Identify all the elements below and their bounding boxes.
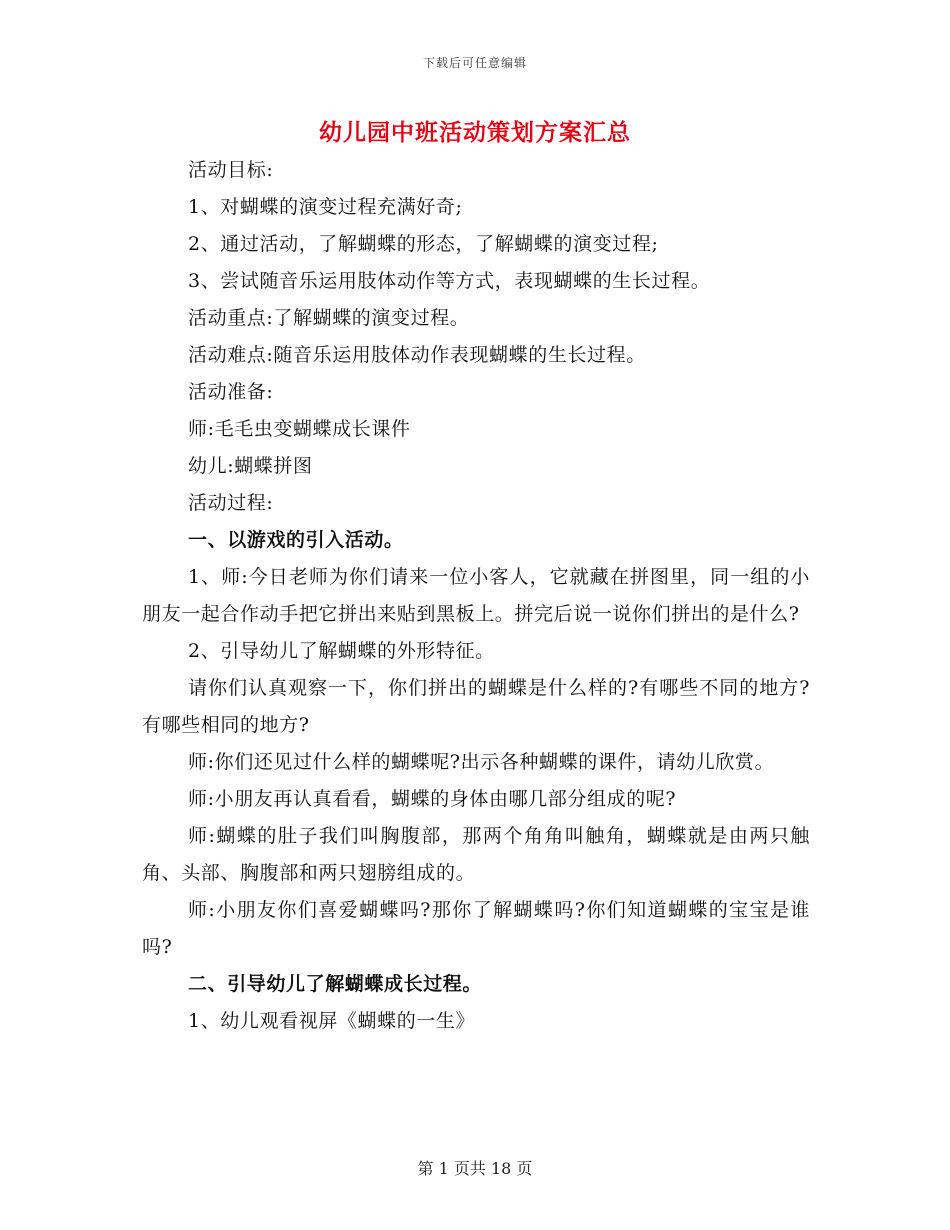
paragraph-teacher-q3: 师:小朋友你们喜爱蝴蝶吗?那你了解蝴蝶吗?你们知道蝴蝶的宝宝是谁吗? <box>142 899 810 958</box>
paragraph-child-materials: 幼儿:蝴蝶拼图 <box>188 455 313 477</box>
paragraph-activity-goals: 活动目标: <box>188 159 274 181</box>
paragraph-teacher-q2: 师:小朋友再认真看看，蝴蝶的身体由哪几部分组成的呢? <box>188 788 677 810</box>
document-title: 幼儿园中班活动策划方案汇总 <box>319 119 631 146</box>
paragraph-step-1: 1、师:今日老师为你们请来一位小客人，它就藏在拼图里，同一组的小朋友一起合作动手把它拼出来贴到黑板上。拼完后说一说你们拼出的是什么? <box>142 566 810 625</box>
paragraph-teacher-q1: 师:你们还见过什么样的蝴蝶呢?出示各种蝴蝶的课件，请幼儿欣赏。 <box>188 751 775 773</box>
paragraph-observe: 请你们认真观察一下，你们拼出的蝴蝶是什么样的?有哪些不同的地方?有哪些相同的地方? <box>142 677 810 736</box>
paragraph-video: 1、幼儿观看视屏《蝴蝶的一生》 <box>188 1010 476 1032</box>
section-heading-2: 二、引导幼儿了解蝴蝶成长过程。 <box>188 973 483 995</box>
document-body <box>142 152 810 1040</box>
paragraph-process: 活动过程: <box>188 492 274 514</box>
section-heading-1: 一、以游戏的引入活动。 <box>188 529 404 551</box>
paragraph-teacher-explain: 师:蝴蝶的肚子我们叫胸腹部，那两个角角叫触角，蝴蝶就是由两只触角、头部、胸腹部和两只翅膀组成的。 <box>142 825 810 884</box>
paragraph-teacher-materials: 师:毛毛虫变蝴蝶成长课件 <box>188 418 411 440</box>
page-number: 第 1 页共 18 页 <box>417 1159 533 1178</box>
paragraph-goal-1: 1、对蝴蝶的演变过程充满好奇; <box>188 196 463 218</box>
header-note: 下载后可任意编辑 <box>422 56 527 70</box>
paragraph-key-point: 活动重点:了解蝴蝶的演变过程。 <box>188 307 470 329</box>
paragraph-step-2: 2、引导幼儿了解蝴蝶的外形特征。 <box>188 640 495 662</box>
paragraph-preparation: 活动准备: <box>188 381 274 403</box>
paragraph-goal-3: 3、尝试随音乐运用肢体动作等方式，表现蝴蝶的生长过程。 <box>188 270 711 292</box>
paragraph-difficulty: 活动难点:随音乐运用肢体动作表现蝴蝶的生长过程。 <box>188 344 646 366</box>
paragraph-goal-2: 2、通过活动，了解蝴蝶的形态，了解蝴蝶的演变过程; <box>188 233 659 255</box>
